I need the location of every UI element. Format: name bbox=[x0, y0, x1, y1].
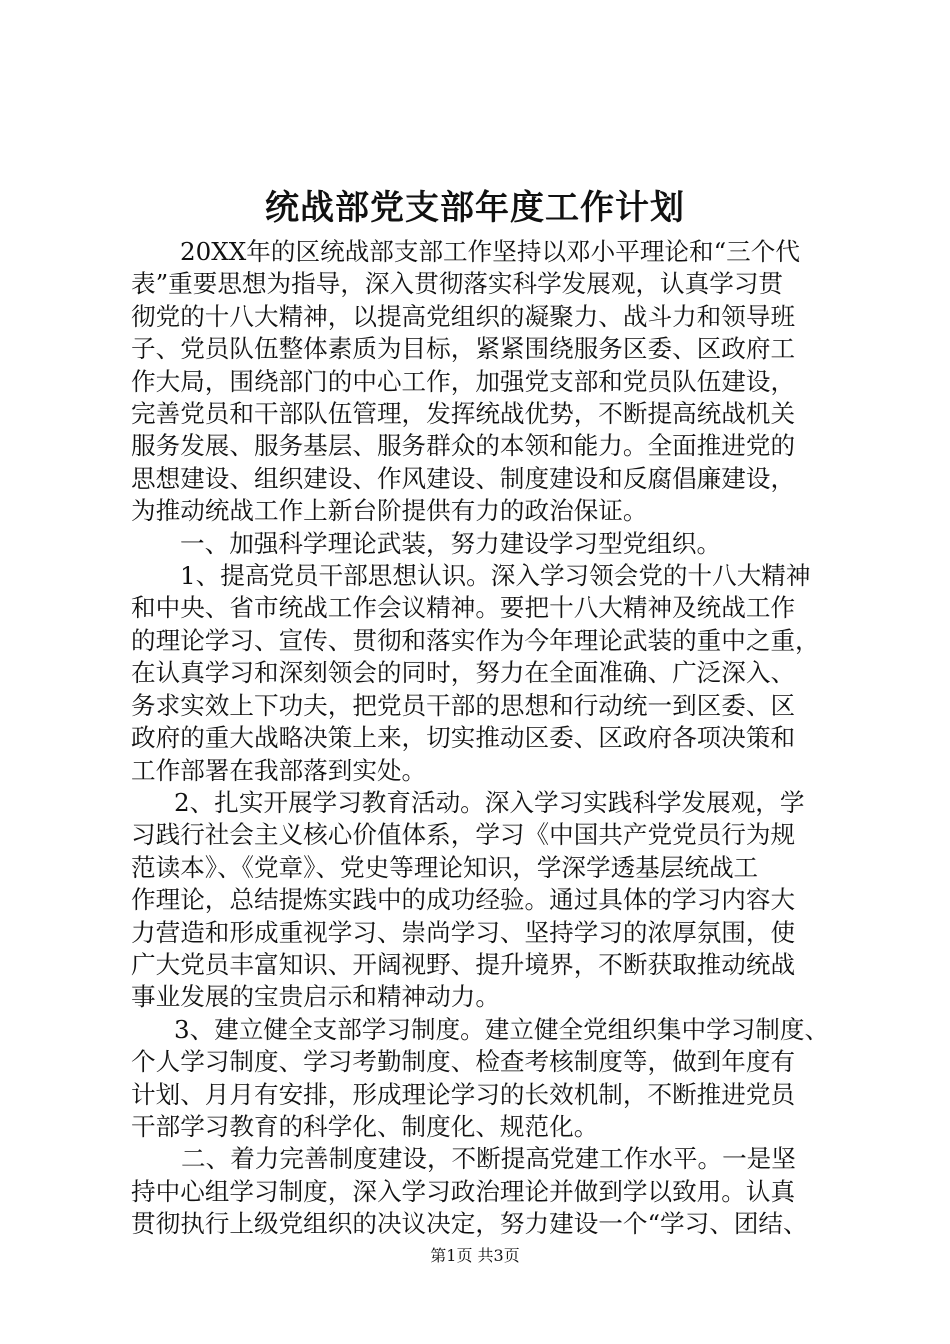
text-line: 个人学习制度、学习考勤制度、检查考核制度等，做到年度有 bbox=[131, 1047, 796, 1077]
text-line: 习践行社会主义核心价值体系，学习《中国共产党党员行为规 bbox=[131, 820, 796, 850]
text-line: 事业发展的宝贵启示和精神动力。 bbox=[131, 982, 500, 1012]
text-line: 一、加强科学理论武装，努力建设学习型党组织。 bbox=[180, 528, 722, 558]
paragraph-item-3 bbox=[131, 1014, 831, 1144]
text-line: 作大局，围绕部门的中心工作，加强党支部和党员队伍建设， bbox=[131, 366, 796, 396]
text-line: 为推动统战工作上新台阶提供有力的政治保证。 bbox=[131, 496, 648, 526]
paragraph-intro bbox=[131, 236, 831, 528]
text-line: 二、着力完善制度建设，不断提高党建工作水平。一是坚 bbox=[181, 1144, 796, 1174]
text-line: 工作部署在我部落到实处。 bbox=[131, 755, 427, 785]
text-line: 表”重要思想为指导，深入贯彻落实科学发展观，认真学习贯 bbox=[131, 269, 784, 299]
text-line: 广大党员丰富知识、开阔视野、提升境界，不断获取推动统战 bbox=[131, 949, 796, 979]
text-line: 力营造和形成重视学习、崇尚学习、坚持学习的浓厚氛围，使 bbox=[131, 917, 796, 947]
text-line: 贯彻执行上级党组织的决议决定，努力建设一个“学习、团结、 bbox=[131, 1209, 808, 1239]
text-line: 计划、月月有安排，形成理论学习的长效机制，不断推进党员 bbox=[131, 1079, 796, 1109]
section-heading-1 bbox=[131, 528, 831, 560]
text-line: 的理论学习、宣传、贯彻和落实作为今年理论武装的重中之重， bbox=[131, 625, 820, 655]
text-line: 持中心组学习制度，深入学习政治理论并做到学以致用。认真 bbox=[131, 1176, 796, 1206]
document-title: 统战部党支部年度工作计划 bbox=[265, 188, 685, 228]
text-line: 政府的重大战略决策上来，切实推动区委、区政府各项决策和 bbox=[131, 723, 796, 753]
text-line: 干部学习教育的科学化、制度化、规范化。 bbox=[131, 1111, 599, 1141]
paragraph-item-1 bbox=[131, 560, 831, 787]
text-line: 务求实效上下功夫，把党员干部的思想和行动统一到区委、区 bbox=[131, 690, 796, 720]
text-line: 范读本》、《党章》、党史等理论知识，学深学透基层统战工 bbox=[131, 852, 759, 882]
text-line: 作理论，总结提炼实践中的成功经验。通过具体的学习内容大 bbox=[131, 885, 796, 915]
text-line: 在认真学习和深刻领会的同时，努力在全面准确、广泛深入、 bbox=[131, 658, 796, 688]
text-line: 服务发展、服务基层、服务群众的本领和能力。全面推进党的 bbox=[131, 431, 796, 461]
page-footer: 第1页 共3页 bbox=[430, 1246, 520, 1265]
text-line: 思想建设、组织建设、作风建设、制度建设和反腐倡廉建设， bbox=[131, 463, 796, 493]
text-line: 20XX年的区统战部支部工作坚持以邓小平理论和“三个代 bbox=[180, 237, 800, 266]
document-body bbox=[131, 236, 831, 1241]
section-heading-2 bbox=[131, 1143, 831, 1240]
text-line: 3、建立健全支部学习制度。建立健全党组织集中学习制度、 bbox=[174, 1014, 830, 1044]
text-line: 完善党员和干部队伍管理，发挥统战优势，不断提高统战机关 bbox=[131, 399, 796, 429]
text-line: 和中央、省市统战工作会议精神。要把十八大精神及统战工作 bbox=[131, 593, 796, 623]
text-line: 2、扎实开展学习教育活动。深入学习实践科学发展观，学 bbox=[174, 787, 805, 817]
text-line: 彻党的十八大精神，以提高党组织的凝聚力、战斗力和领导班 bbox=[131, 301, 796, 331]
text-line: 子、党员队伍整体素质为目标，紧紧围绕服务区委、区政府工 bbox=[131, 334, 796, 364]
paragraph-item-2 bbox=[131, 787, 831, 1014]
text-line: 1、提高党员干部思想认识。深入学习领会党的十八大精神 bbox=[180, 561, 811, 591]
